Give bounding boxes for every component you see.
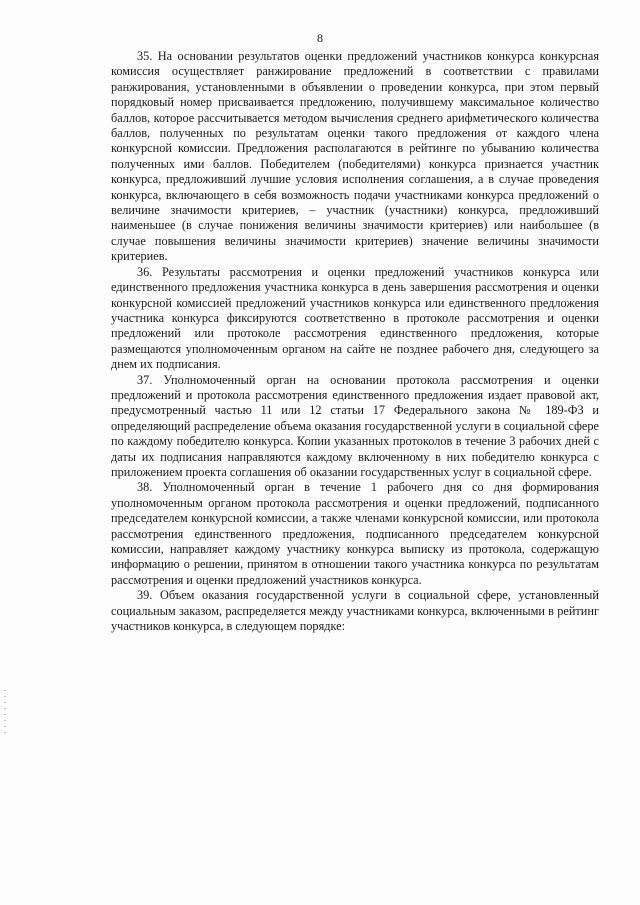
- paragraph-36: 36. Результаты рассмотрения и оценки предложений участников конкурса или единственного предложения участника конкурса в день завершения рассмотрения и оценки конкурсной комиссией предложений участников конкурса или единственного предложения участника конкурса фиксируются соответственно в протоколе рассмотрения и оценки предложений или протоколе рассмотрения единственного предложения, которые размещаются уполномоченным органом на сайте не позднее рабочего дня, следующего за днем их подписания.: [111, 264, 599, 372]
- paragraph-35: 35. На основании результатов оценки предложений участников конкурса конкурсная комиссия осуществляет ранжирование предложений в соответствии с правилами ранжирования, установленными в объявлении о проведении конкурса, при этом первый порядковый номер присваивается предложению, получившему максимальное количество баллов, которое рассчитывается методом вычисления среднего арифметического количества баллов, полученных по результатам оценки такого предложения от каждого члена конкурсной комиссии. Предложения располагаются в рейтинге по убыванию количества полученных ими баллов. Победителем (победителями) конкурса признается участник конкурса, предложивший лучшие условия исполнения соглашения, а в случае проведения конкурса, включающего в себя возможность подачи участниками конкурса предложений о величине значимости критериев, – участник (участники) конкурса, предложивший наименьшее (в случае понижения величины значимости критериев) или наибольшее (в случае повышения величины значимости критериев) значение величины значимости критериев.: [111, 49, 599, 264]
- document-body: [111, 49, 599, 634]
- paragraph-39: 39. Объем оказания государственной услуги в социальной сфере, установленный социальным заказом, распределяется между участниками конкурса, включенными в рейтинг участников конкурса, в следующем порядке:: [111, 588, 599, 634]
- paragraph-38: 38. Уполномоченный орган в течение 1 рабочего дня со дня формирования уполномоченным органом протокола рассмотрения и оценки предложений, подписанного председателем конкурсной комиссии, а также членами конкурсной комиссии, или протокола рассмотрения единственного предложения, подписанного председателем конкурсной комиссии, направляет каждому участнику конкурса выписку из протокола, содержащую информацию о решении, принятом в отношении такого участника конкурса по результатам рассмотрения и оценки предложений участников конкурса.: [111, 480, 599, 587]
- paragraph-37: 37. Уполномоченный орган на основании протокола рассмотрения и оценки предложений и протокола рассмотрения единственного предложения издает правовой акт, предусмотренный частью 11 или 12 статьи 17 Федерального закона № 189-ФЗ и определяющий распределение объема оказания государственной услуги в социальной сфере по каждому победителю конкурса. Копии указанных протоколов в течение 3 рабочих дней с даты их подписания направляются каждому включенному в них победителю конкурса с приложением проекта соглашения об оказании государственных услуг в социальной сфере.: [111, 372, 599, 479]
- margin-scan-marks: [4, 690, 6, 738]
- page-number: 8: [317, 31, 323, 45]
